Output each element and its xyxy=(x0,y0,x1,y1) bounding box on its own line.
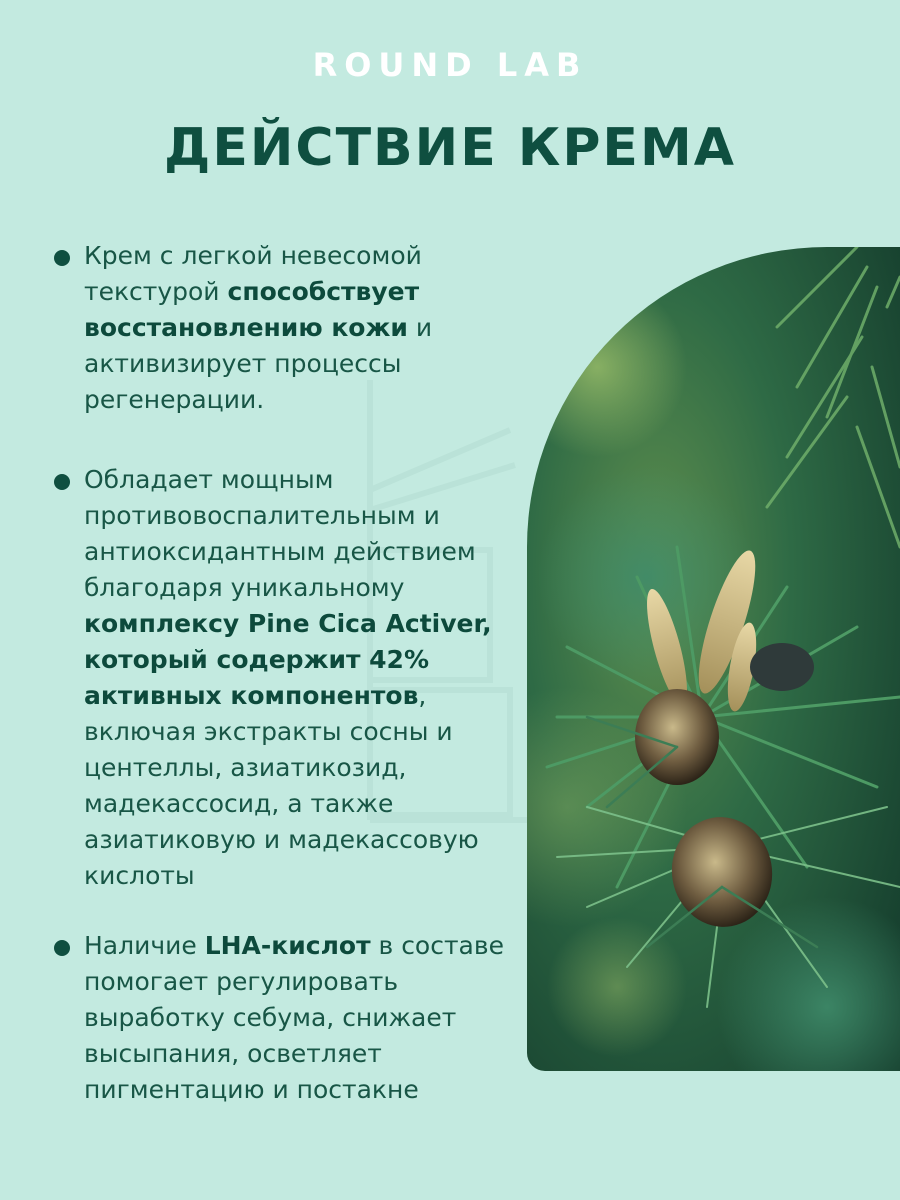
benefit-text: Обладает мощным противовоспалительным и антиоксидантным действием благодаря уникальному комплексу Pine Cica Activer, который содержит 42% активных компонентов, включая экстракты сосны и центеллы, азиатикозид, мадекассосид, а также азиатиковую и мадекассовую кислоты xyxy=(84,465,492,890)
benefit-text: Крем с легкой невесомой текстурой способствует восстановлению кожи и активизирует процессы регенерации. xyxy=(84,241,433,414)
pine-branch-image xyxy=(527,247,900,1071)
benefits-list xyxy=(54,238,524,1108)
benefit-item xyxy=(54,238,524,418)
benefit-item xyxy=(54,928,524,1108)
benefit-text: Наличие LHA-кислот в составе помогает регулировать выработку себума, снижает высыпания, осветляет пигментацию и постакне xyxy=(84,931,504,1104)
page-title: ДЕЙСТВИЕ КРЕМА xyxy=(164,118,736,178)
bullet-dot-icon xyxy=(54,250,70,266)
benefit-item xyxy=(54,462,524,894)
brand-logo: ROUND LAB xyxy=(312,46,588,84)
bullet-dot-icon xyxy=(54,474,70,490)
bullet-dot-icon xyxy=(54,940,70,956)
pine-branch-photo xyxy=(527,247,900,1071)
